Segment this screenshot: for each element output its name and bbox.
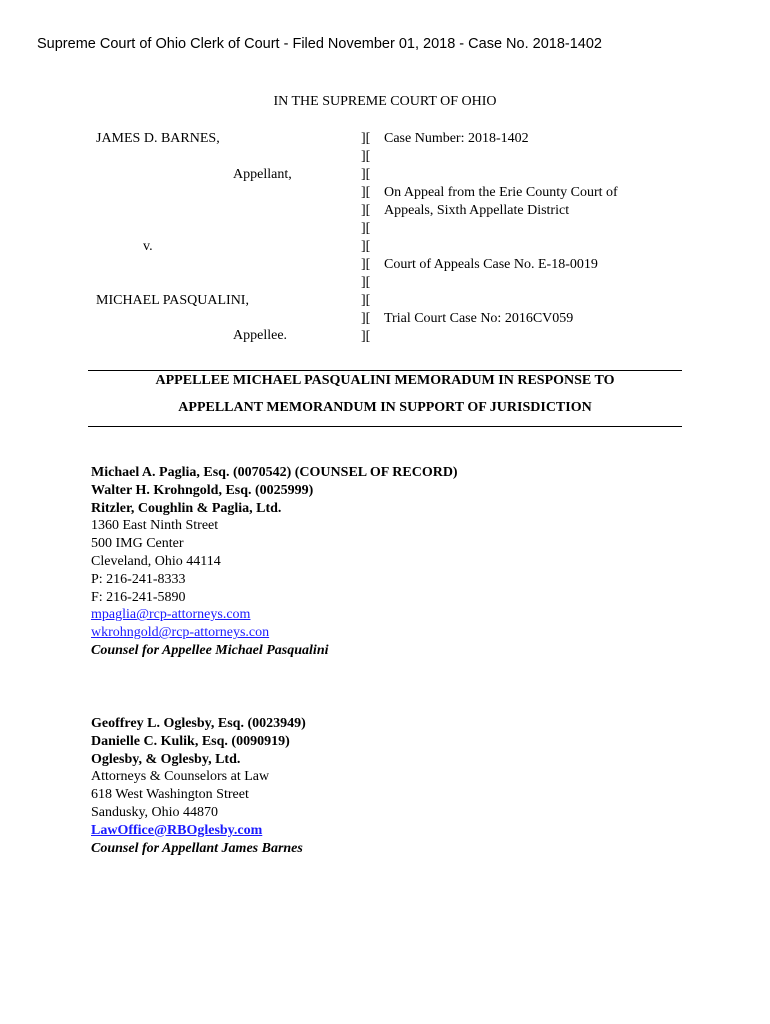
firm-descriptor: Attorneys & Counselors at Law — [91, 769, 270, 785]
case-number: Case Number: 2018-1402 — [384, 131, 529, 146]
address-line: 500 IMG Center — [91, 536, 184, 552]
bracket: ][ — [361, 221, 371, 236]
appellant-role: Appellant, — [233, 167, 292, 182]
trial-case-number: Trial Court Case No: 2016CV059 — [384, 311, 574, 326]
address-line: 1360 East Ninth Street — [91, 518, 219, 534]
bracket: ][ — [361, 167, 371, 182]
attorney-name: Danielle C. Kulik, Esq. (0090919) — [91, 733, 290, 749]
city-line: Cleveland, Ohio 44114 — [91, 553, 221, 569]
document-title-line-1: APPELLEE MICHAEL PASQUALINI MEMORADUM IN RESPONSE TO — [155, 373, 615, 388]
email-link[interactable]: LawOffice@RBOglesby.com — [91, 822, 263, 838]
firm-name: Oglesby, & Oglesby, Ltd. — [91, 751, 241, 767]
bracket: ][ — [361, 311, 371, 326]
appellant-counsel-block — [91, 715, 306, 857]
appeal-line-1: On Appeal from the Erie County Court of — [384, 185, 618, 200]
caption-brackets — [361, 130, 370, 346]
appellee-counsel-block — [91, 464, 458, 660]
attorney-name: Michael A. Paglia, Esq. (0070542) (COUNSEL OF RECORD) — [91, 465, 458, 480]
bracket: ][ — [361, 149, 371, 164]
title-bottom-rule — [88, 426, 682, 427]
bracket: ][ — [361, 293, 371, 308]
counsel-role: Counsel for Appellant James Barnes — [91, 840, 303, 856]
bracket: ][ — [361, 239, 371, 254]
address-line: 618 West Washington Street — [91, 787, 249, 803]
bracket: ][ — [361, 185, 371, 200]
bracket: ][ — [361, 275, 371, 290]
versus: v. — [143, 239, 153, 254]
bracket: ][ — [361, 329, 371, 344]
court-title: IN THE SUPREME COURT OF OHIO — [273, 94, 497, 109]
firm-name: Ritzler, Coughlin & Paglia, Ltd. — [91, 500, 282, 516]
appeals-case-number: Court of Appeals Case No. E-18-0019 — [384, 257, 598, 272]
appellant-name: JAMES D. BARNES, — [96, 131, 220, 146]
filing-header: Supreme Court of Ohio Clerk of Court - Filed November 01, 2018 - Case No. 2018-1402 — [37, 36, 602, 52]
appeal-line-2: Appeals, Sixth Appellate District — [384, 203, 570, 218]
bracket: ][ — [361, 131, 371, 146]
attorney-name: Walter H. Krohngold, Esq. (0025999) — [91, 482, 314, 498]
attorney-name: Geoffrey L. Oglesby, Esq. (0023949) — [91, 716, 306, 731]
appellee-role: Appellee. — [233, 328, 288, 343]
document-title-line-2: APPELLANT MEMORANDUM IN SUPPORT OF JURISDICTION — [178, 400, 592, 415]
bracket: ][ — [361, 257, 371, 272]
appellee-name: MICHAEL PASQUALINI, — [96, 293, 249, 308]
email-link[interactable]: mpaglia@rcp-attorneys.com — [91, 607, 251, 623]
counsel-role: Counsel for Appellee Michael Pasqualini — [91, 642, 329, 658]
title-top-rule — [88, 370, 682, 371]
phone-line: P: 216-241-8333 — [91, 571, 186, 587]
fax-line: F: 216-241-5890 — [91, 589, 186, 605]
city-line: Sandusky, Ohio 44870 — [91, 804, 219, 820]
email-link[interactable]: wkrohngold@rcp-attorneys.con — [91, 625, 270, 641]
bracket: ][ — [361, 203, 371, 218]
